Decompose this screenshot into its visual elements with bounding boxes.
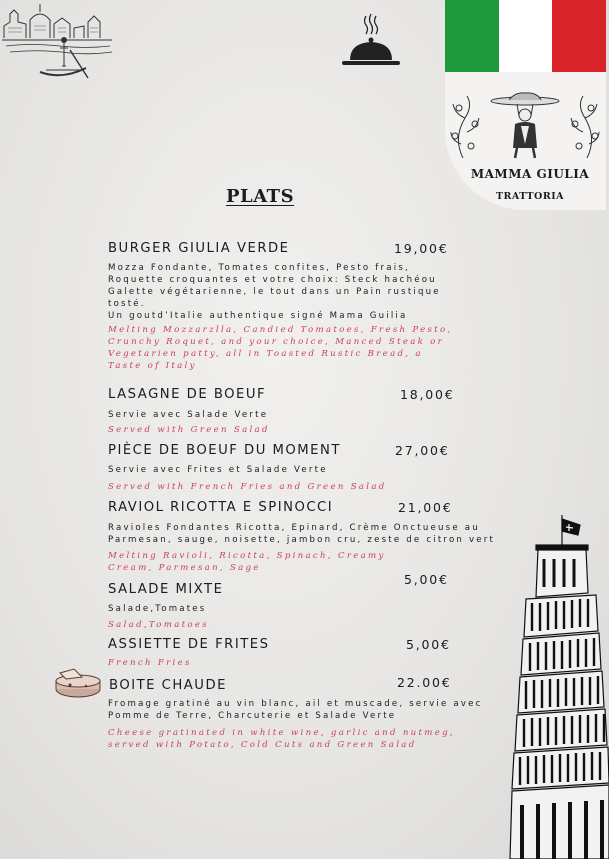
dish-description-en: Salad,Tomatoes [108,620,209,630]
translation-line: Melting Mozzarzlla, Candied Tomatoes, Fresh Pesto, [108,325,453,335]
flag-white-band [499,0,553,72]
dish-description-fr [108,262,441,322]
dish-description-en: French Fries [108,658,192,668]
dish-description-fr: Salade,Tomates [108,604,207,614]
description-line: Roquette croquantes et votre choix: Steck hachéou [108,275,437,285]
dish-description-fr: Servie avec Salade Verte [108,410,269,420]
serving-cloche-icon [340,12,400,70]
dish-price: 22.00€ [397,675,452,690]
dish-description-fr [108,698,483,722]
dish-description-en [108,727,455,751]
italian-flag [445,0,606,72]
description-line: Fromage gratiné au vin blanc, ail et muscade, servie avec [108,699,483,709]
dish-price: 5,00€ [406,637,451,652]
translation-line: Melting Ravioli, Ricotta, Spinach, Creamy [108,551,386,561]
description-line: Pomme de Terre, Charcuterie et Salade Verte [108,711,397,721]
dish-name: SALADE MIXTE [108,582,224,597]
dish-price: 21,00€ [398,500,453,515]
dish-name: ASSIETTE DE FRITES [108,637,270,652]
dish-name: PIÈCE DE BOEUF DU MOMENT [108,443,341,458]
description-line: Galette végétarienne, le tout dans un Pain rustique [108,287,441,297]
flag-green-band [445,0,499,72]
translation-line: Cream, Parmesan, Sage [108,563,261,573]
section-title: PLATS [226,186,295,207]
venice-gondola-illustration [0,0,118,82]
dish-price: 27,00€ [395,443,450,458]
dish-name: RAVIOL RICOTTA E SPINOCCI [108,500,334,515]
dish-name: BURGER GIULIA VERDE [108,241,290,256]
translation-line: Crunchy Roquet, and your choice, Manced Steak or [108,337,445,347]
description-line: Mozza Fondante, Tomates confites, Pesto frais, [108,263,410,273]
dish-description-fr [108,522,495,546]
translation-line: Vegetarien patty, all in Toasted Rustic Bread, a [108,349,423,359]
dish-name: LASAGNE DE BOEUF [108,387,267,402]
dish-name: BOITE CHAUDE [109,678,227,693]
translation-line: Taste of Italy [108,361,197,371]
description-line: Ravioles Fondantes Ricotta, Epinard, Crème Onctueuse au [108,523,480,533]
dish-price: 18,00€ [400,387,455,402]
cheese-illustration [52,665,102,701]
dish-description-en [108,550,386,574]
description-line: Parmesan, sauge, noisette, jambon cru, zeste de citron vert [108,535,496,545]
description-line: Un goutd’Italie authentique signé Mama Guilia [108,311,408,321]
dish-description-en: Served with Green Salad [108,425,270,435]
waiter-illustration [445,88,606,162]
leaning-tower-of-pisa-illustration [508,515,609,859]
dish-description-en: Served with French Fries and Green Salad [108,482,387,492]
dish-description-en [108,324,452,372]
brand-subtitle: TRATTORIA [495,191,565,202]
description-line: tosté. [108,299,146,309]
translation-line: Cheese gratinated in white wine, garlic and nutmeg, [108,728,455,738]
dish-price: 19,00€ [394,241,449,256]
flag-red-band [552,0,606,72]
translation-line: served with Potato, Cold Cuts and Green Salad [108,740,417,750]
brand-name: MAMMA GIULIA [470,167,590,181]
dish-description-fr: Servie avec Frites et Salade Verte [108,465,328,475]
dish-price: 5,00€ [404,572,449,587]
